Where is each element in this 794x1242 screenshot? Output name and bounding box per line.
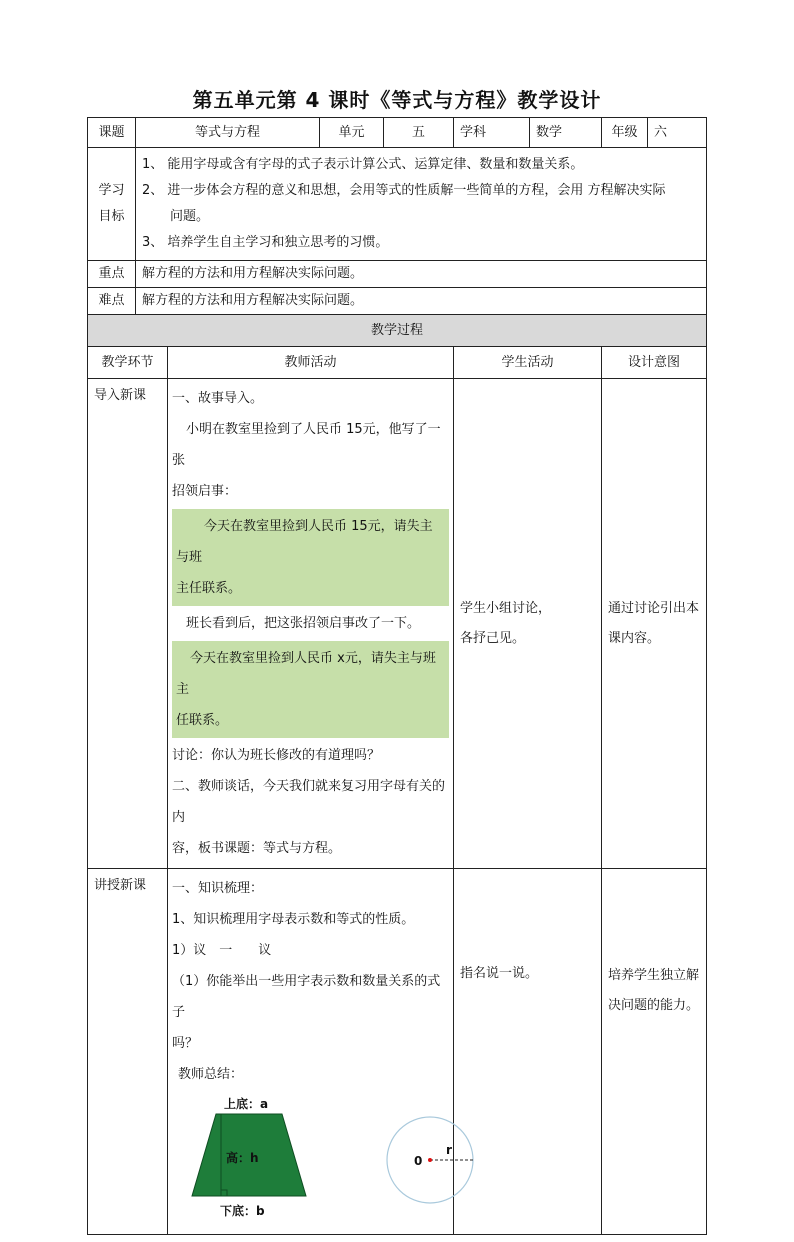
intro-teacher-activity xyxy=(168,379,454,869)
goals-label-line1: 学习 xyxy=(98,183,125,198)
goals-label xyxy=(88,148,136,261)
goals-content xyxy=(136,148,707,261)
grade-value: 六 xyxy=(648,118,707,148)
key-point-label: 重点 xyxy=(88,261,136,288)
intro-intent-a: 通过讨论引出本 xyxy=(608,600,700,616)
intro-student-a: 学生小组讨论， xyxy=(460,600,552,616)
col-stage-header: 教学环节 xyxy=(88,347,168,379)
lecture-t4b: 吗？ xyxy=(172,1036,199,1051)
col-intent-header: 设计意图 xyxy=(602,347,707,379)
document-title: 第五单元第 4 课时《等式与方程》教学设计 xyxy=(192,88,602,112)
circle-radius-label: r xyxy=(446,1143,452,1157)
shapes-figure xyxy=(172,1090,452,1230)
goal-item-3: 3、 培养学生自主学习和独立思考的习惯。 xyxy=(142,235,389,250)
difficulty-row xyxy=(88,288,707,315)
lecture-stage: 讲授新课 xyxy=(88,869,168,1235)
grade-label: 年级 xyxy=(602,118,648,148)
lecture-teacher-activity xyxy=(168,869,454,1235)
col-student-header: 学生活动 xyxy=(454,347,602,379)
goal-item-1: 1、 能用字母或含有字母的式子表示计算公式、运算定律、数量和数量关系。 xyxy=(142,157,584,172)
intro-t7a: 二、教师谈话，今天我们就来复习用字母有关的内 xyxy=(172,779,446,825)
trapezoid-bottom-label: 下底：b xyxy=(220,1204,265,1218)
intro-student-b: 各抒己见。 xyxy=(460,630,526,646)
lecture-t4a: （1）你能举出一些用字表示数和数量关系的式子 xyxy=(172,974,441,1020)
lecture-intent-a: 培养学生独立解 xyxy=(608,968,700,983)
intro-t4: 班长看到后，把这张招领启事改了一下。 xyxy=(186,616,421,631)
difficulty-value: 解方程的方法和用方程解决实际问题。 xyxy=(136,288,707,315)
shapes-svg xyxy=(172,1090,484,1230)
lecture-t3: 1）议 一 议 xyxy=(172,943,272,958)
goals-row xyxy=(88,148,707,261)
goal-item-2: 2、 进一步体会方程的意义和思想，会用等式的性质解一些简单的方程，会用 方程解决实际 xyxy=(142,183,666,198)
process-header: 教学过程 xyxy=(88,315,707,347)
lecture-t2: 1、知识梳理用字母表示数和等式的性质。 xyxy=(172,912,415,927)
lecture-t1: 一、知识梳理： xyxy=(172,881,264,896)
header-row xyxy=(88,118,707,148)
lecture-t5: 教师总结： xyxy=(178,1067,244,1082)
intro-t6: 讨论：你认为班长修改的有道理吗？ xyxy=(172,748,381,763)
trapezoid-height-label: 高：h xyxy=(226,1151,259,1165)
circle-center-label: 0 xyxy=(414,1154,423,1168)
lecture-intent xyxy=(602,869,707,1235)
intro-student-activity xyxy=(454,379,602,869)
intro-intent xyxy=(602,379,707,869)
notice-original xyxy=(172,509,449,606)
trapezoid-top-label: 上底：a xyxy=(224,1097,269,1111)
topic-value: 等式与方程 xyxy=(136,118,320,148)
intro-t2a: 小明在教室里捡到了人民币 15元，他写了一张 xyxy=(172,422,441,468)
intro-row xyxy=(88,379,707,869)
notice-modified xyxy=(172,641,449,738)
subject-label: 学科 xyxy=(454,118,530,148)
column-header-row xyxy=(88,347,707,379)
goal-item-2-cont: 问题。 xyxy=(170,209,210,224)
topic-label: 课题 xyxy=(88,118,136,148)
intro-t3a: 今天在教室里捡到人民币 15元，请失主与班 xyxy=(176,519,433,565)
goals-label-line2: 目标 xyxy=(98,209,125,224)
intro-t1: 一、故事导入。 xyxy=(172,391,264,406)
key-point-value: 解方程的方法和用方程解决实际问题。 xyxy=(136,261,707,288)
difficulty-label: 难点 xyxy=(88,288,136,315)
intro-intent-b: 课内容。 xyxy=(608,630,661,646)
process-header-row xyxy=(88,315,707,347)
intro-t7b: 容，板书课题：等式与方程。 xyxy=(172,841,342,856)
circle-center-dot xyxy=(428,1158,432,1162)
lecture-row xyxy=(88,869,707,1235)
lecture-intent-b: 决问题的能力。 xyxy=(608,998,700,1013)
unit-label: 单元 xyxy=(320,118,384,148)
key-point-row xyxy=(88,261,707,288)
unit-value: 五 xyxy=(384,118,454,148)
intro-t5b: 任联系。 xyxy=(176,713,229,728)
intro-t3b: 主任联系。 xyxy=(176,581,242,596)
subject-value: 数学 xyxy=(530,118,602,148)
lesson-plan-table xyxy=(87,117,707,1235)
intro-stage: 导入新课 xyxy=(88,379,168,869)
col-teacher-header: 教师活动 xyxy=(168,347,454,379)
intro-t2b: 招领启事： xyxy=(172,484,238,499)
lecture-student-activity: 指名说一说。 xyxy=(454,869,602,1235)
intro-t5a: 今天在教室里捡到人民币 x元，请失主与班主 xyxy=(176,651,436,697)
